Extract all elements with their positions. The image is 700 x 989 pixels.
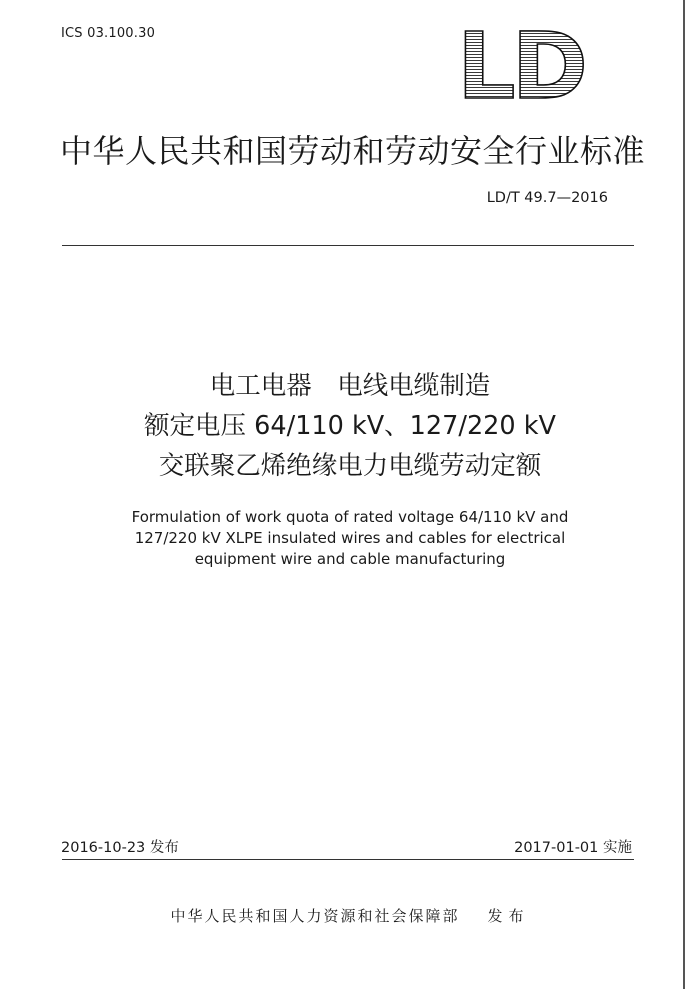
document-title-en-line-1: Formulation of work quota of rated voltage 64/110 kV and: [131, 508, 569, 526]
standard-number: LD/T 49.7—2016: [486, 190, 608, 206]
standard-category-title: 中华人民共和国劳动和劳动安全行业标准: [60, 132, 646, 170]
document-title-en-line-3: equipment wire and cable manufacturing: [194, 550, 506, 568]
document-title-en-line-2: 127/220 kV XLPE insulated wires and cables for electrical: [134, 529, 566, 547]
svg-text:LD: LD: [457, 20, 584, 102]
publisher-line: [0, 905, 700, 926]
document-title-cn-line-2: 额定电压 64/110 kV、127/220 kV: [144, 411, 556, 441]
document-title-cn-line-3: 交联聚乙烯绝缘电力电缆劳动定额: [158, 451, 542, 481]
ld-logo: [455, 20, 615, 102]
release-date: 2016-10-23 发布: [61, 840, 179, 856]
document-title-en: [0, 507, 700, 570]
ics-code: ICS 03.100.30: [61, 26, 156, 41]
document-title-cn: [0, 366, 700, 486]
scan-edge-line: [683, 0, 685, 989]
document-title-cn-line-1: 电工电器 电线电缆制造: [209, 371, 491, 401]
header-divider: [62, 245, 634, 246]
implementation-date: 2017-01-01 实施: [514, 840, 632, 856]
publisher-org: 中华人民共和国人力资源和社会保障部: [170, 907, 460, 925]
footer-divider: [62, 859, 634, 860]
publisher-action: 发布: [487, 907, 530, 925]
